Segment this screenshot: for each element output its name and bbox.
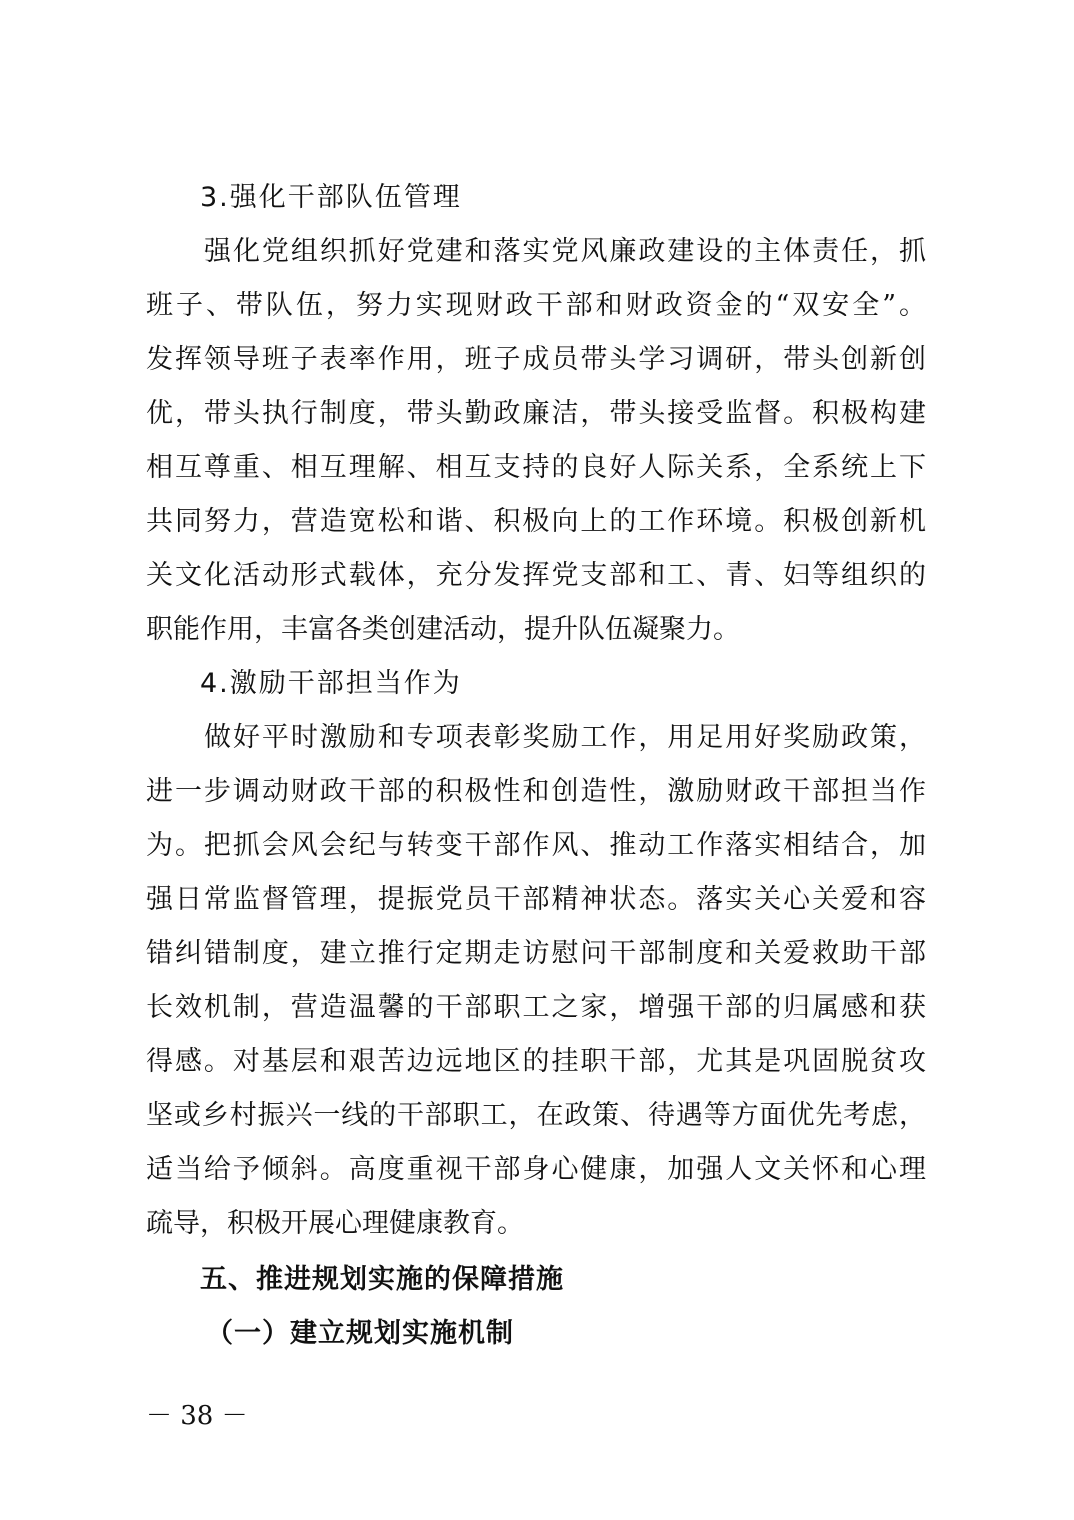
paragraph-line: 做好平时激励和专项表彰奖励工作，用足用好奖励政策，	[204, 722, 926, 753]
paragraph-line: 班子、带队伍，努力实现财政干部和财政资金的“双安全”。	[146, 290, 926, 321]
part-heading-5: 五、推进规划实施的保障措施	[200, 1264, 564, 1295]
paragraph-line: 坚或乡村振兴一线的干部职工，在政策、待遇等方面优先考虑，	[146, 1100, 926, 1131]
paragraph-line: 进一步调动财政干部的积极性和创造性，激励财政干部担当作	[146, 776, 926, 807]
paragraph-line: 长效机制，营造温馨的干部职工之家，增强干部的归属感和获	[146, 992, 926, 1023]
section-4-paragraph	[146, 718, 926, 1258]
paragraph-line: 强化党组织抓好党建和落实党风廉政建设的主体责任，抓	[204, 236, 926, 267]
paragraph-line: 相互尊重、相互理解、相互支持的良好人际关系，全系统上下	[146, 452, 926, 483]
paragraph-line: 关文化活动形式载体，充分发挥党支部和工、青、妇等组织的	[146, 560, 926, 591]
subsection-heading-1: （一）建立规划实施机制	[206, 1318, 514, 1349]
page-number: － 38 －	[146, 1401, 248, 1431]
paragraph-line: 为。把抓会风会纪与转变干部作风、推动工作落实相结合，加	[146, 830, 926, 861]
paragraph-line: 错纠错制度，建立推行定期走访慰问干部制度和关爱救助干部	[146, 938, 926, 969]
section-heading-3: 3.强化干部队伍管理	[200, 182, 462, 213]
section-heading-4: 4.激励干部担当作为	[200, 668, 462, 699]
paragraph-line: 发挥领导班子表率作用，班子成员带头学习调研，带头创新创	[146, 344, 926, 375]
paragraph-line: 强日常监督管理，提振党员干部精神状态。落实关心关爱和容	[146, 884, 926, 915]
section-3-paragraph	[146, 232, 926, 652]
paragraph-line: 共同努力，营造宽松和谐、积极向上的工作环境。积极创新机	[146, 506, 926, 537]
paragraph-line: 得感。对基层和艰苦边远地区的挂职干部，尤其是巩固脱贫攻	[146, 1046, 926, 1077]
paragraph-line: 优，带头执行制度，带头勤政廉洁，带头接受监督。积极构建	[146, 398, 926, 429]
paragraph-line: 疏导，积极开展心理健康教育。	[146, 1208, 524, 1239]
paragraph-line: 适当给予倾斜。高度重视干部身心健康，加强人文关怀和心理	[146, 1154, 926, 1185]
paragraph-line: 职能作用，丰富各类创建活动，提升队伍凝聚力。	[146, 614, 740, 645]
